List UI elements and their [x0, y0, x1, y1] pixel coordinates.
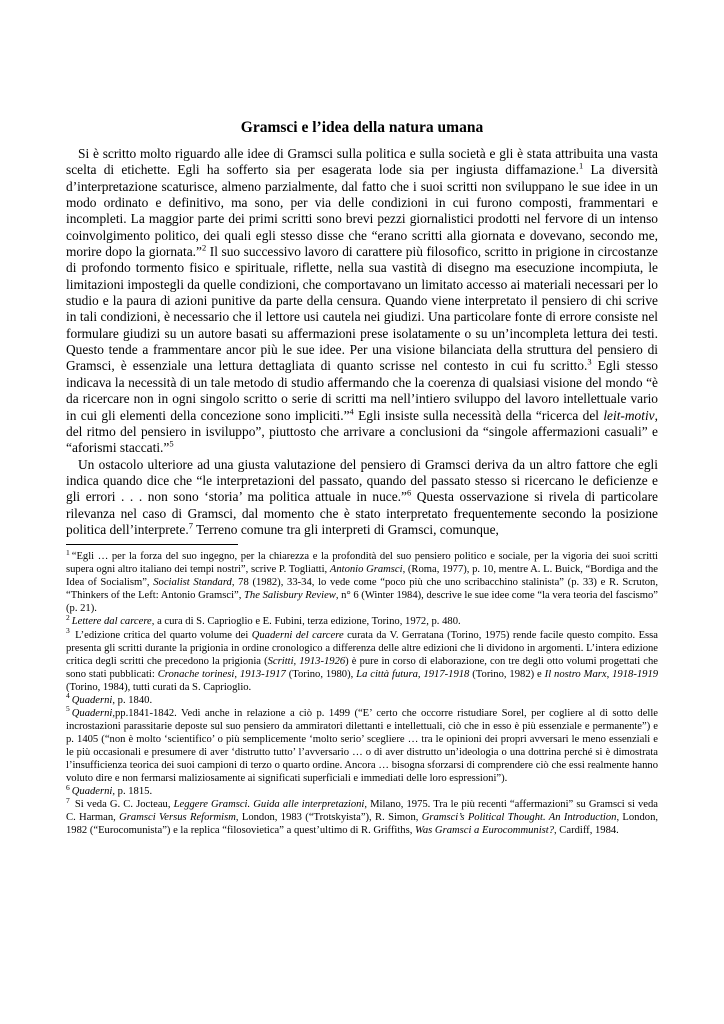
text-run: , Cardiff, 1984. — [554, 825, 619, 837]
footnote-number: 6 — [66, 782, 70, 792]
footnote-ref: 5 — [169, 438, 174, 449]
text-run: p. 1815. — [115, 786, 153, 798]
text-run: , London, 1983 (“Trotskyista”), R. Simon, — [235, 812, 422, 824]
footnote — [66, 547, 659, 615]
document-title: Gramsci e l’idea della natura umana — [240, 119, 484, 136]
body-paragraph — [66, 146, 658, 457]
text-run: Si è scritto molto riguardo alle idee di Gramsci sulla politica e sulla società e gli è stata attribuita una vasta scelta di etichette. Egli ha sofferto sia per esagerata lode sia per ingiusta diffamazione. — [66, 146, 658, 178]
text-run: (Torino, 1982) e — [469, 668, 545, 680]
italic-text: The Salisbury Review — [244, 590, 336, 602]
footnote — [66, 612, 658, 628]
text-run: Si veda G. C. Jocteau, — [71, 799, 174, 811]
text-run: , a cura di S. Caprioglio e E. Fubini, terza edizione, Torino, 1972, p. 480. — [151, 616, 461, 628]
text-run: , London, 1982 (“Eurocomunista”) e la replica “filosovietica” a quest’ultimo di R. Griffiths, — [66, 812, 659, 837]
italic-text: Quaderni — [71, 694, 113, 706]
text-run: L’edizione critica del quarto volume dei — [71, 629, 252, 641]
footnote-ref: 4 — [349, 406, 354, 417]
footnotes — [66, 547, 659, 837]
footnote-number: 3 — [66, 626, 70, 635]
text-run: ) è pure in corso di elaborazione, con tre degli otto volumi progettati che sono stati pubblicati: — [66, 655, 658, 680]
footnote-number: 5 — [66, 704, 70, 714]
footnote-ref: 1 — [579, 160, 584, 171]
italic-text: Quaderni — [71, 707, 113, 719]
italic-text: Socialist Standard — [153, 577, 232, 589]
italic-text: Quaderni, — [71, 786, 116, 798]
italic-text: Gramsci Versus Reformism — [119, 812, 236, 824]
italic-text: Il nostro Marx, 1918-1919 — [544, 668, 659, 680]
footnote — [66, 795, 659, 837]
footnote — [66, 704, 658, 785]
footnote-number: 1 — [66, 547, 70, 557]
document-page — [66, 118, 658, 837]
text-run: (Torino, 1980), — [285, 668, 357, 680]
text-run: Terreno comune tra gli interpreti di Gramsci, comunque, — [192, 521, 499, 537]
text-run: Questa osservazione si rivela di particolare rilevanza nel caso di Gramsci, dal momento che è stato interpretato frequentemente secondo la posizione politica dell’interprete. — [66, 489, 658, 537]
text-run: Egli stesso indicava la necessità di un tale metodo di studio affermando che la coerenza di qualsiasi visione del mondo “è da ricercare non in ogni singolo scritto o serie di scritti ma nell’intiero sviluppo del lavoro intellettuale vario in cui gli elementi della concezione sono impliciti.” — [66, 358, 658, 423]
footnote-ref: 2 — [201, 242, 207, 253]
text-run: “Egli … per la forza del suo ingegno, per la chiarezza e la profondità del suo pensiero politico e sociale, per la vigoria dei suoi scritti supera ogni altro italiano dei tempi nostri”, scrive P. Togliatti, — [66, 551, 658, 576]
text-run: , Milano, 1975. Tra le più recenti “affermazioni” su Gramsci si veda C. Harman, — [66, 799, 659, 824]
text-run: ,pp.1841-1842. Vedi anche in relazione a ciò p. 1499 (“E’ certo che occorre ristudiare Sorel, per cogliere al di sotto delle incrostazioni parassitarie deposte sul suo pensiero da ammiratori dilettanti e intellettuali, ciò che in esso è più essenziale e permanente”) e p. 1405 (“non è molto ‘scientifico’ o più semplicemente ‘molto serio’ scegliere … tra le opinioni dei propri avversari le meno essenziali e le più occasionali e presumere di aver ‘distrutto tutto’ l’avversario … o di aver distrutto un’ideologia o una dottrina perché si è dimostrata l’insufficienza teorica dei suoi campioni di terzo o quarto ordine. Ancora … bisogna sforzarsi di comprendere ciò che essi realmente hanno voluto dire e non fermarsi maliziosamente ai significati superficiali e immediati delle loro espressioni”). — [66, 707, 658, 785]
italic-text: leit-motiv — [603, 407, 655, 423]
footnote-ref: 6 — [406, 487, 412, 498]
footnote — [66, 626, 659, 694]
text-run: curata da V. Gerratana (Torino, 1975) rende facile questo compito. Essa presenta gli scritti durante la prigionia in ordine cronologico a differenza delle altre edizioni che li dividono in argomenti. L’intera edizione critica degli scritti che precedono la prigionia ( — [66, 629, 658, 667]
italic-text: Gramsci’s Political Thought. An Introduction — [421, 812, 617, 824]
text-run: Il suo successivo lavoro di carattere più filosofico, scritto in prigione in circostanze di profondo tormento fisico e spirituale, riflette, nella sua vastità di disegno ma esecuzione incompiuta, le limitazioni impostegli da quelle condizioni, che comportavano un limitato accesso ai materiali necessari per lo studio e la paura di azioni punitive da parte della censura. Quando viene interpretato il pensiero di chi scrive in tali condizioni, è necessario che il lettore usi cautela nei giudizi. Una particolare fonte di errore consiste nel formulare giudizi su un autore basati su affermazioni prese isolatamente o su un’incompleta lettura dei testi. Questo tende a frammentare ancor più le sue idee. Per una visione bilanciata della struttura del pensiero di Gramsci, è essenziale una lettura dettagliata di quanto scrisse nel contesto in cui fu scritto. — [66, 244, 658, 374]
footnote — [66, 691, 658, 707]
footnote-number: 2 — [66, 612, 70, 622]
footnote-number: 7 — [66, 795, 70, 805]
footnote-ref: 7 — [188, 520, 193, 531]
italic-text: 1913-1917 — [239, 668, 286, 680]
body-text — [66, 146, 658, 538]
footnote — [66, 782, 658, 798]
text-run: , 78 (1982), 33-34, lo vede come “poco più che uno scribacchino stalinista” (p. 33) e R. Scruton, “Thinkers of the Left: Antonio Gramsci”, — [66, 577, 659, 602]
body-paragraph — [66, 457, 658, 539]
text-run: , n° 6 (Winter 1984), descrive le sue idee come “la vera teoria del fascismo” (p. 21). — [66, 590, 659, 615]
italic-text: Antonio Gramsci — [329, 564, 403, 576]
italic-text: Lettere dal carcere — [71, 616, 152, 628]
italic-text: Leggere Gramsci. Guida alle interpretazioni — [173, 799, 365, 811]
footnote-separator — [66, 544, 238, 545]
italic-text: Scritti, 1913-1926 — [267, 655, 346, 667]
text-run: Un ostacolo ulteriore ad una giusta valutazione del pensiero di Gramsci deriva da un altro fattore che egli indica quando dice che “le interpretazioni del passato, quando del passato stesso si ricercano le deficienze e gli errori . . . non sono ‘storia’ ma politica attuale in nuce.” — [66, 456, 658, 505]
italic-text: Cronache torinesi — [157, 668, 235, 680]
text-run: , del ritmo del pensiero in isviluppo”, piuttosto che arrivare a conclusioni da “singole affermazioni casuali” e “aforismi staccati.” — [66, 407, 658, 456]
text-run: Egli insiste sulla necessità della “ricerca del — [353, 407, 604, 423]
footnote-number: 4 — [66, 691, 70, 701]
footnote-ref: 3 — [587, 357, 592, 367]
italic-text: Quaderni del carcere — [251, 629, 344, 641]
text-run: La diversità d’interpretazione scaturisce, almeno parzialmente, dal fatto che i suoi scritti non sviluppano le sue idee in un modo ordinato e definitivo, ma sono, per via delle condizioni in cui furono composti, frammentari e incompleti. La maggior parte dei primi scritti sono brevi pezzi giornalistici prodotti nel fervore di un intenso coinvolgimento politico, dei quali egli stesso disse che “erano scritti alla giornata e dovevano, secondo me, morire dopo la giornata.” — [66, 162, 658, 260]
italic-text: La città futura, 1917-1918 — [356, 668, 470, 680]
italic-text: Was Gramsci a Eurocommunist? — [415, 825, 554, 837]
text-run: (Torino, 1984), tutti curati da S. Caprioglio. — [66, 681, 252, 693]
text-run: , (Roma, 1977), p. 10, mentre A. L. Buick, “Bordiga and the Idea of Socialism”, — [66, 564, 658, 589]
text-run: , — [234, 668, 240, 680]
text-run: , p. 1840. — [112, 694, 153, 706]
